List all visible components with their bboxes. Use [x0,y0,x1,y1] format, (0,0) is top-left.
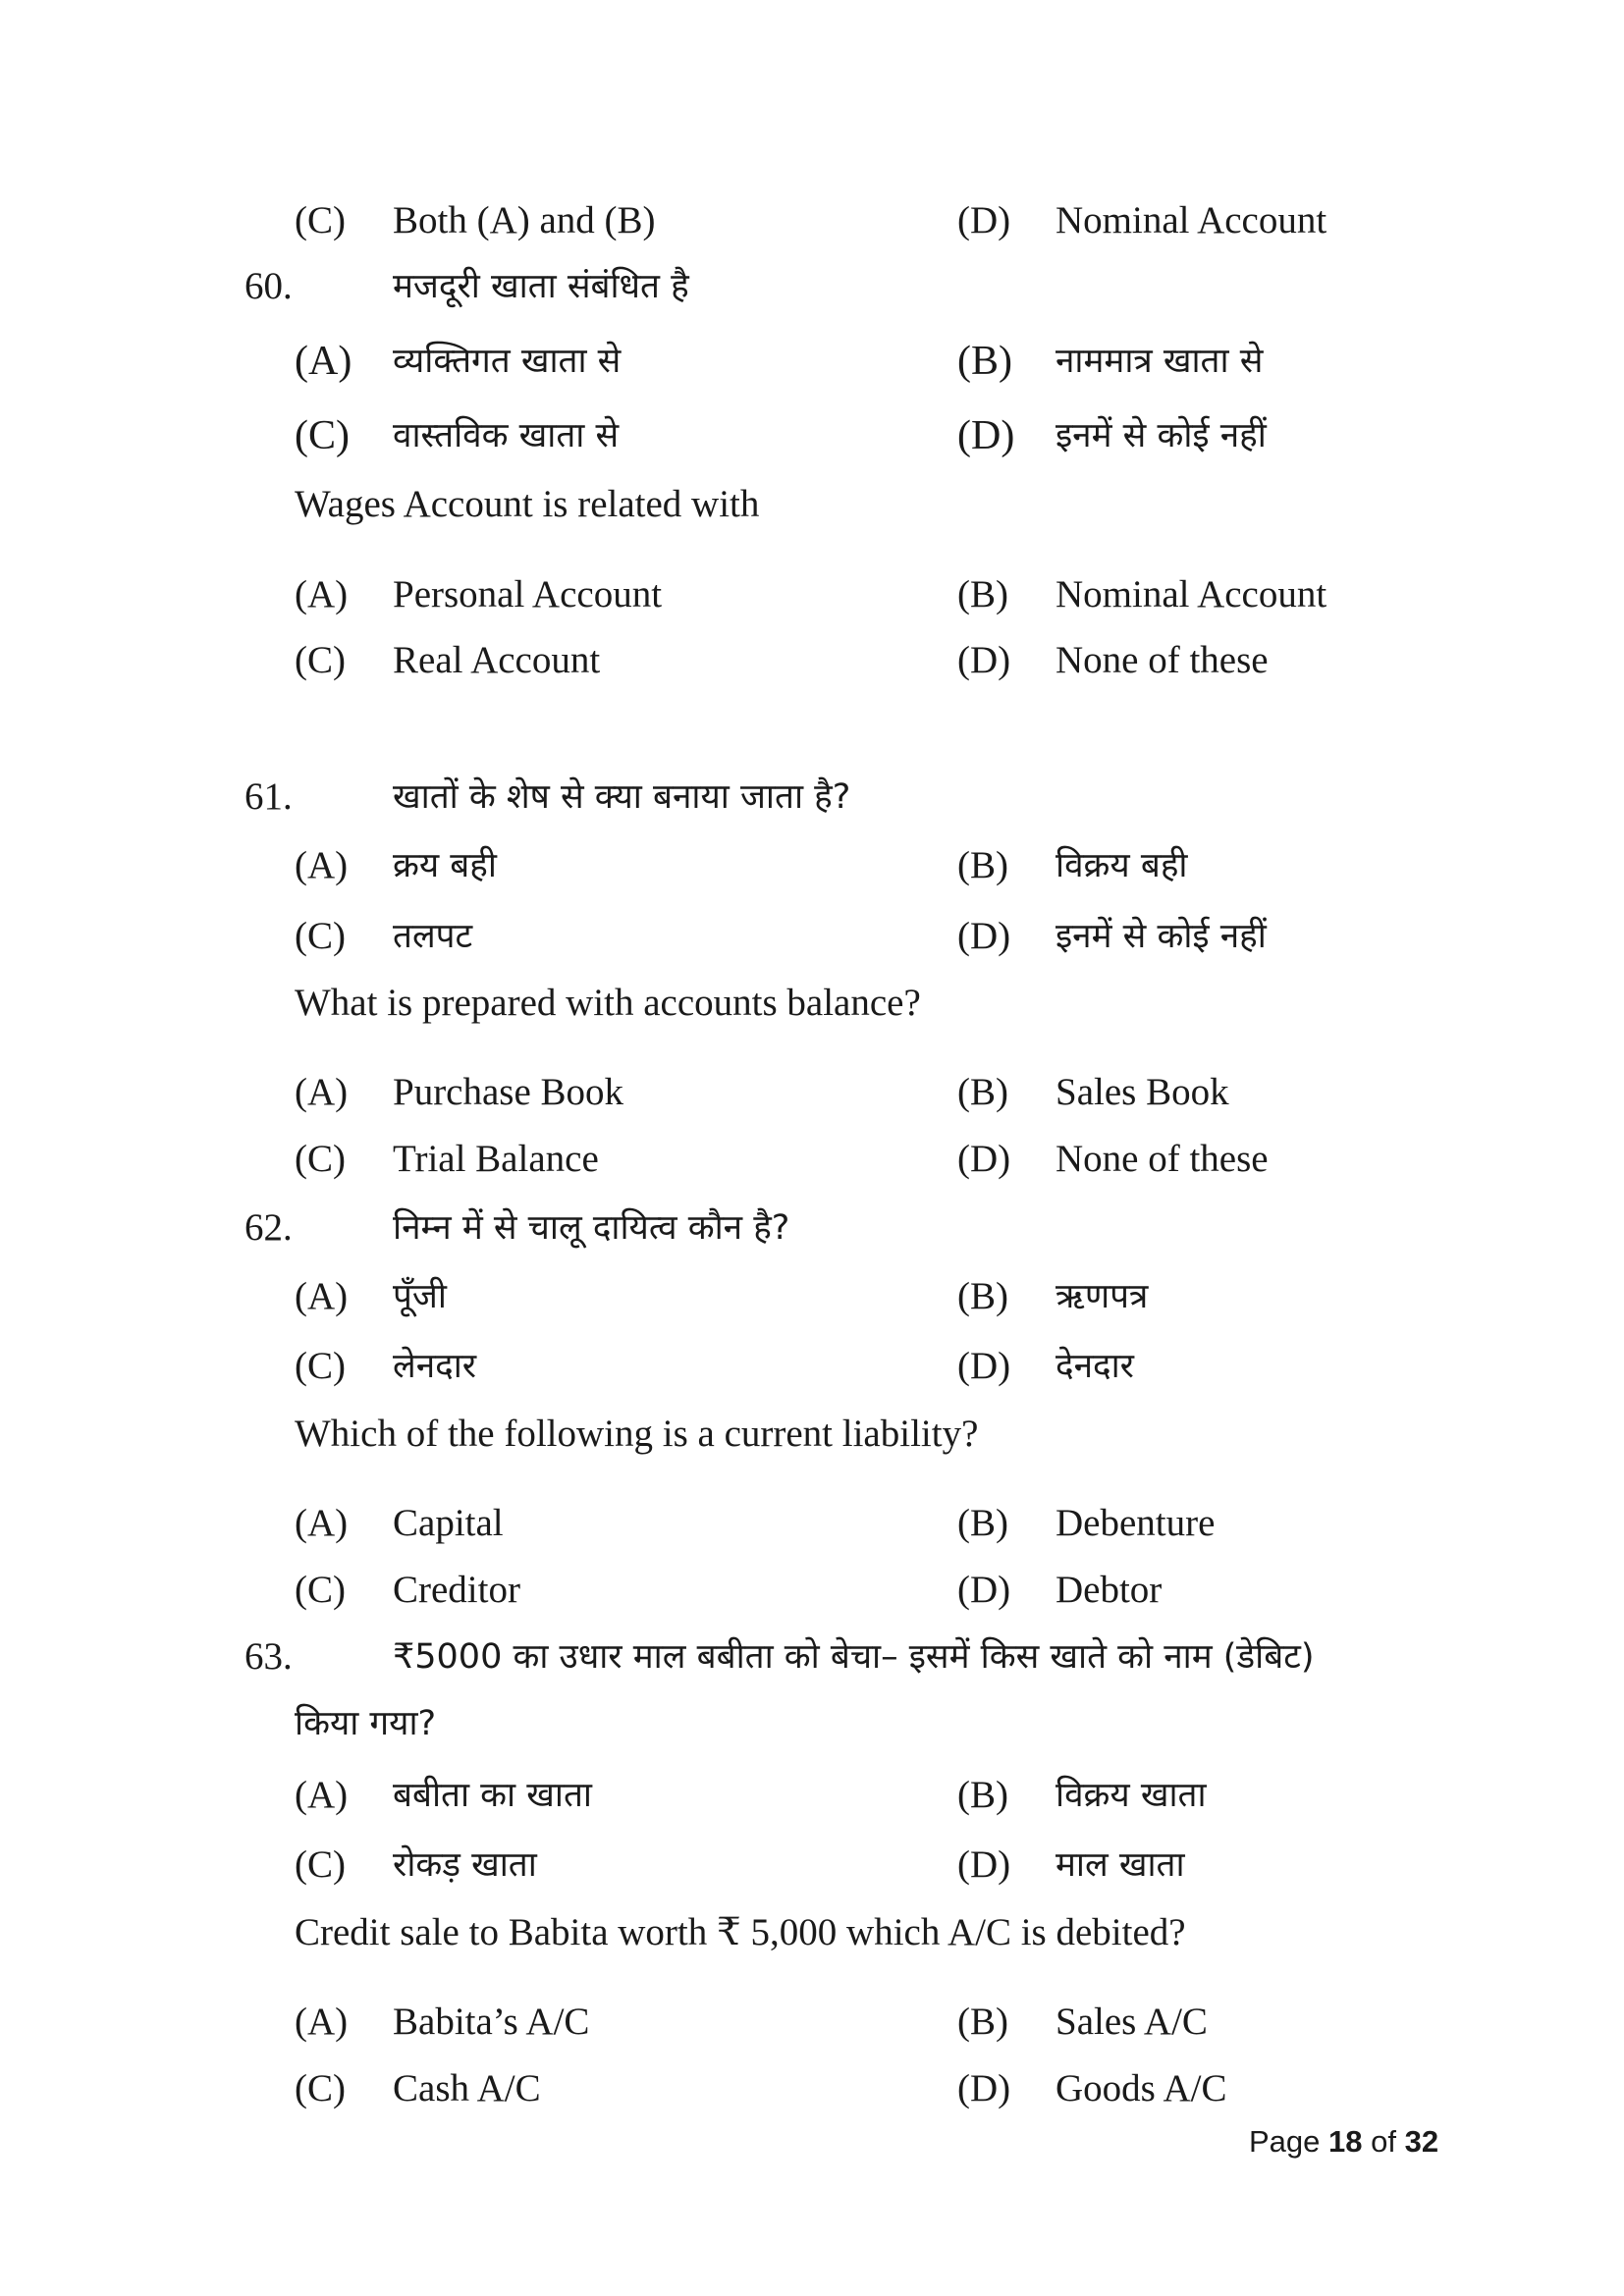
option-text-hindi: इनमें से कोई नहीं [1056,917,1267,956]
option-text-hindi: लेनदार [393,1347,477,1386]
option-text-hindi: ऋणपत्र [1056,1277,1149,1316]
option-text: Capital [393,1502,504,1544]
question-text-english: Which of the following is a current liability? [295,1413,979,1455]
option-label: (D) [957,1569,1011,1611]
option-label: (B) [957,1502,1008,1544]
option-label: (D) [957,639,1011,681]
question-text-hindi: खातों के शेष से क्या बनाया जाता है? [393,777,851,817]
question-number: 62. [244,1206,293,1249]
option-text: Sales A/C [1056,2001,1208,2043]
option-label: (C) [295,1843,346,1886]
option-label: (D) [957,2067,1011,2109]
option-label: (A) [295,844,349,886]
option-label: (C) [295,2067,346,2109]
option-text-hindi: पूँजी [393,1277,447,1316]
option-label: (C) [295,915,346,957]
question-number: 61. [244,775,293,818]
option-label: (A) [295,1502,349,1544]
option-label: (C) [295,1138,346,1180]
option-text-hindi: वास्तविक खाता से [393,416,620,455]
question-text-english: What is prepared with accounts balance? [295,982,921,1024]
option-label: (B) [957,844,1008,886]
option-text-hindi: व्यक्तिगत खाता से [393,342,622,381]
option-label: (A) [295,339,352,384]
option-text: Goods A/C [1056,2067,1227,2109]
option-text: Purchase Book [393,1071,624,1113]
option-text: Both (A) and (B) [393,199,656,241]
question-number: 63. [244,1635,293,1678]
option-label: (D) [957,915,1011,957]
option-label: (A) [295,2001,349,2043]
option-text-hindi: विक्रय खाता [1056,1776,1207,1815]
page-label: Page [1249,2124,1321,2159]
option-label: (B) [957,1774,1008,1816]
option-label: (D) [957,413,1015,458]
option-text-hindi: देनदार [1056,1347,1134,1386]
option-label: (B) [957,573,1008,615]
option-text: Trial Balance [393,1138,599,1180]
option-text-hindi: रोकड़ खाता [393,1845,537,1885]
option-text: Sales Book [1056,1071,1229,1113]
option-text: Real Account [393,639,601,681]
option-text: Nominal Account [1056,199,1327,241]
option-text-hindi: नाममात्र खाता से [1056,342,1264,381]
option-text: None of these [1056,639,1269,681]
option-text-hindi: बबीता का खाता [393,1776,592,1815]
option-label: (A) [295,1774,349,1816]
option-label: (C) [295,639,346,681]
option-label: (A) [295,1275,349,1317]
question-number: 60. [244,265,293,307]
option-label: (D) [957,1843,1011,1886]
option-text-hindi: तलपट [393,917,473,956]
option-label: (D) [957,1345,1011,1387]
option-label: (C) [295,1345,346,1387]
option-label: (D) [957,1138,1011,1180]
option-label: (C) [295,1569,346,1611]
option-text: Debenture [1056,1502,1216,1544]
option-label: (C) [295,413,350,458]
option-label: (B) [957,1071,1008,1113]
option-text: Babita’s A/C [393,2001,590,2043]
option-label: (D) [957,199,1011,241]
option-label: (B) [957,2001,1008,2043]
option-label: (A) [295,573,349,615]
option-text-hindi: विक्रय बही [1056,846,1188,885]
option-label: (B) [957,1275,1008,1317]
option-text-hindi: इनमें से कोई नहीं [1056,416,1267,455]
page-footer [1249,2122,1438,2162]
question-text-english: Credit sale to Babita worth ₹ 5,000 which A/C is debited? [295,1911,1186,1953]
page-of: of [1371,2124,1396,2159]
page-current: 18 [1328,2124,1363,2159]
page-total: 32 [1404,2124,1439,2159]
option-text-hindi: क्रय बही [393,846,497,885]
option-text: Creditor [393,1569,520,1611]
option-text: Nominal Account [1056,573,1327,615]
question-text-hindi: ₹5000 का उधार माल बबीता को बेचा– इसमें किस खाते को नाम (डेबिट) [393,1637,1315,1677]
option-text: Debtor [1056,1569,1163,1611]
option-text: None of these [1056,1138,1269,1180]
question-text-hindi: मजदूरी खाता संबंधित है [393,267,689,306]
option-label: (A) [295,1071,349,1113]
option-label: (B) [957,339,1012,384]
question-text-hindi: निम्न में से चालू दायित्व कौन है? [393,1208,790,1248]
option-text-hindi: माल खाता [1056,1845,1185,1885]
option-text: Personal Account [393,573,663,615]
option-text: Cash A/C [393,2067,541,2109]
question-text-hindi-continued: किया गया? [295,1704,437,1743]
question-text-english: Wages Account is related with [295,483,760,525]
option-label: (C) [295,199,346,241]
